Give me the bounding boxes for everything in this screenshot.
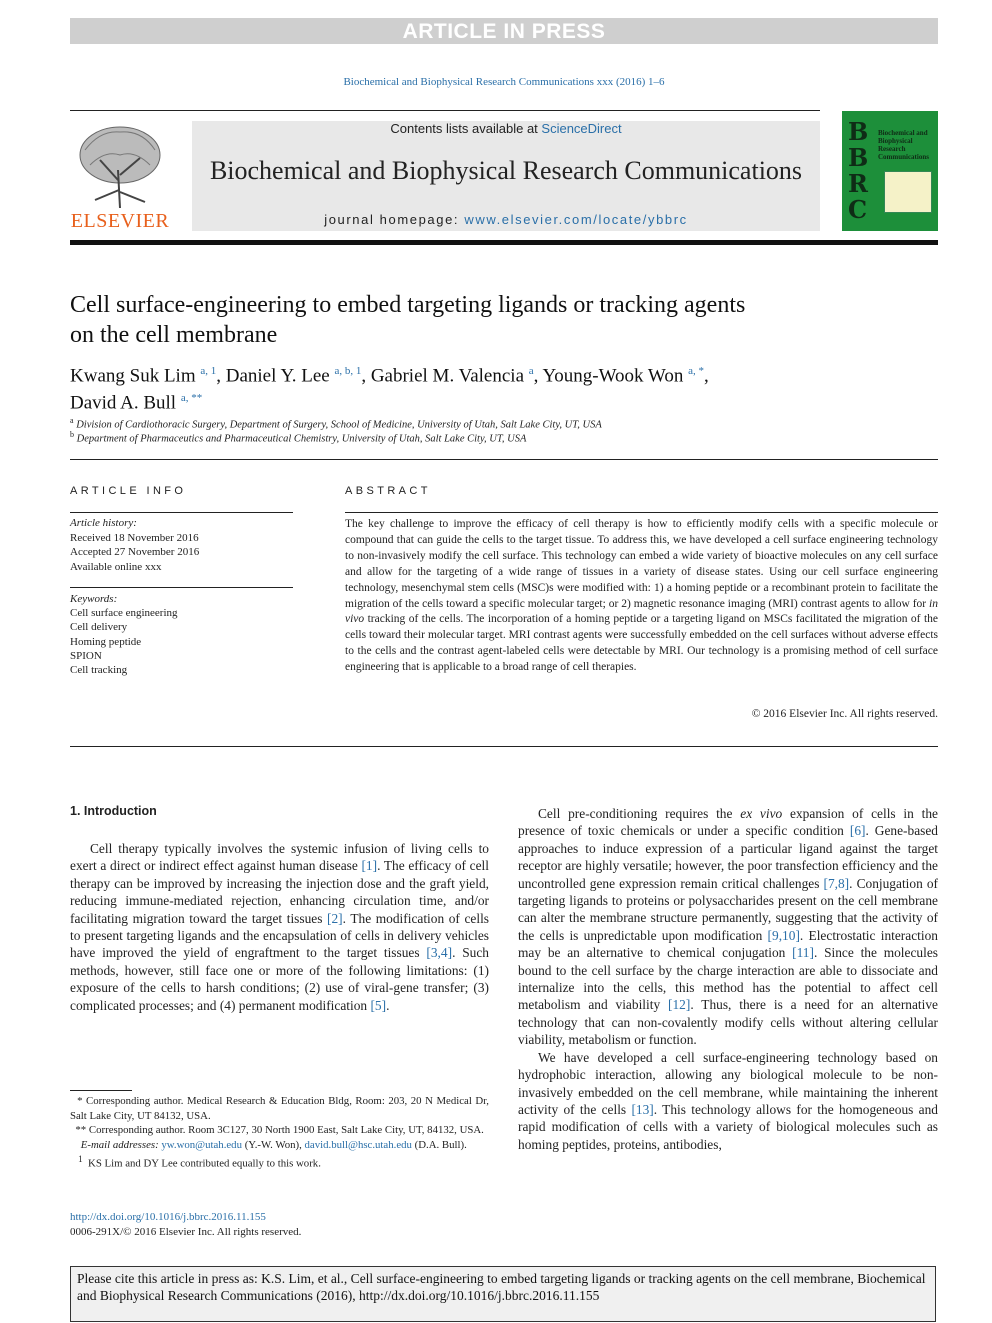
email-label: E-mail addresses: — [80, 1138, 159, 1151]
citation-link[interactable]: [3,4] — [426, 945, 453, 961]
author-name: Daniel Y. Lee — [225, 365, 330, 387]
author-affiliation-mark[interactable]: a — [528, 365, 534, 377]
footnote-rule — [70, 1090, 132, 1091]
intro-paragraph-3 — [518, 1049, 938, 1153]
section-rule — [70, 459, 938, 460]
elsevier-wordmark: ELSEVIER — [70, 210, 170, 232]
citation-link[interactable]: [7,8] — [823, 875, 850, 891]
abstract-rule — [345, 512, 938, 513]
footnote-text: KS Lim and DY Lee contributed equally to this work. — [88, 1157, 321, 1170]
text-run: We have developed a cell surface-engineering technology based on hydrophobic interaction, allowing any biological molecule to be non-invasively embedded on the cell membrane, while maintaining the inherent activity of the cells — [518, 1049, 938, 1117]
sciencedirect-link[interactable]: ScienceDirect — [541, 121, 622, 136]
citation-box: Please cite this article in press as: K.S. Lim, et al., Cell surface-engineering to embed targeting ligands or tracking agents on the cell membrane, Biochemical and Biophysical Research Communications (2016), http://dx.doi.org/10.1016/j.bbrc.2016.11.155 — [70, 1266, 936, 1322]
text-run: . This technology allows for the homogeneous and rapid modification of cells with a variety of biological molecules such as homing peptides, proteins, antibodies, — [518, 1101, 938, 1152]
article-info-rule — [70, 512, 293, 513]
footnote-mark: ** — [75, 1124, 87, 1136]
affiliation-text: Department of Pharmaceutics and Pharmaceutical Chemistry, University of Utah, Salt Lake City, UT, USA — [76, 433, 527, 445]
affiliation-mark: b — [70, 430, 74, 439]
author-name: David A. Bull — [70, 392, 177, 414]
keyword-item: Cell delivery — [70, 621, 128, 634]
journal-cover-image — [842, 111, 938, 231]
footnote-emails — [70, 1138, 489, 1153]
affiliation-a — [70, 416, 602, 431]
abstract-part: The key challenge to improve the efficacy of cell therapy is how to efficiently modify cells with a specific molecule or compound that can guide the cells to the target tissue. To address this, we have developed a cell surface engineering technology to non-invasively modify the cell surface. This technology can embed a wide variety of bioactive molecules on any cell surface and allow for the targeting of a wide range of tissues in a variety of disease states. Using our cell surface engineering technology, mesenchymal stem cells (MSC)s were modified with: 1) a homing peptide or a recombinant protein to facilitate the migration of the cells toward a specific molecular target; or 2) magnetic resonance imaging (MRI) contrast agents to allow for — [345, 518, 938, 610]
email-link[interactable]: yw.won@utah.edu — [161, 1138, 242, 1151]
email-owner: (Y.-W. Won), — [244, 1138, 302, 1151]
contents-prefix: Contents lists available at — [390, 121, 542, 136]
footnote-text: Corresponding author. Room 3C127, 30 North 1900 East, Salt Lake City, UT, 84132, USA. — [88, 1124, 484, 1136]
keyword-item: SPION — [70, 649, 102, 662]
keyword-item: Cell surface engineering — [70, 607, 178, 620]
abstract-italic: in vivo — [345, 597, 938, 626]
author-affiliation-mark[interactable]: a, 1 — [200, 365, 217, 377]
text-run: . The modification of cells to present targeting ligands and the encapsulation of cells in delivery vehicles have improved the yield of engraftment to the target tissues — [70, 910, 490, 961]
cover-title: Biochemical and Biophysical Research Communications — [878, 129, 929, 161]
citation-link[interactable]: [2] — [327, 910, 343, 926]
section-rule — [70, 746, 938, 747]
online-date: Available online xxx — [70, 560, 162, 573]
author-affiliation-mark[interactable]: a, * — [688, 365, 704, 377]
footnote-corresponding-2 — [70, 1123, 489, 1138]
keywords-rule — [70, 587, 293, 588]
header-top-rule — [70, 110, 820, 111]
tree-icon — [70, 120, 170, 210]
affiliation-mark: a — [70, 416, 74, 425]
text-run: Cell therapy typically involves the systemic infusion of living cells to exert a direct or indirect effect against human disease — [70, 841, 489, 874]
citation-link[interactable]: [13] — [631, 1101, 654, 1117]
article-in-press-banner: ARTICLE IN PRESS — [70, 18, 938, 44]
text-run: expansion of cells in the presence of toxic chemicals or under a specific condition — [518, 806, 938, 839]
text-run: . Electrostatic interaction may be an alternative to chemical conjugation — [518, 927, 938, 961]
author-name: Kwang Suk Lim — [70, 365, 196, 387]
footnotes — [70, 1094, 489, 1171]
journal-title: Biochemical and Biophysical Research Communications — [209, 156, 803, 185]
keyword-item: Cell tracking — [70, 664, 128, 677]
text-run: . Thus, there is a need for an alternative technology that can non-covalently modify cells without altering cellular viability, metabolism or function. — [518, 997, 938, 1048]
article-info-heading: ARTICLE INFO — [70, 485, 187, 497]
text-run: . — [386, 997, 390, 1013]
contents-line — [192, 121, 820, 136]
citation-link[interactable]: [5] — [370, 997, 387, 1013]
footnote-text: Corresponding author. Medical Research & Education Bldg, Room: 203, 20 N Medical Dr, Salt Lake City, UT 84132, USA. — [70, 1095, 490, 1122]
cover-letters: B B R C — [848, 117, 869, 224]
author-list: Kwang Suk Lim $^{a, 1}$, Daniel Y. Lee $^{a, b, 1}$, Gabriel M. Valencia $^a$, Young-Wook Won $^{a, *}$, David A. Bull $^{a, **}$ — [70, 365, 709, 414]
citation-link[interactable]: [11] — [792, 945, 814, 961]
author-name: Young-Wook Won — [542, 365, 684, 387]
homepage-prefix: journal homepage: — [324, 212, 465, 227]
author-affiliation-mark[interactable]: a, ** — [180, 392, 203, 405]
text-run: . Such methods, however, still face one or more of the following limitations: (1) exposure of the cells to harsh conditions; (2) use of viral-gene transfer; (3) complicated processes; and (4) permanent modification — [70, 945, 489, 1013]
abstract-text — [345, 517, 938, 676]
received-date: Received 18 November 2016 — [70, 531, 199, 544]
doi-link[interactable]: http://dx.doi.org/10.1016/j.bbrc.2016.11.155 — [70, 1211, 266, 1223]
citation-link[interactable]: [9,10] — [767, 927, 800, 943]
article-history — [70, 516, 293, 574]
email-link[interactable]: david.bull@hsc.utah.edu — [304, 1138, 412, 1151]
intro-paragraph-1 — [70, 840, 489, 1014]
keyword-item: Homing peptide — [70, 635, 142, 648]
footnote-mark: * — [77, 1095, 83, 1107]
history-label: Article history: — [70, 517, 137, 529]
article-title — [70, 290, 830, 350]
footnote-mark: 1 — [78, 1154, 83, 1164]
cover-figure — [884, 171, 932, 213]
title-line-2: on the cell membrane — [70, 322, 278, 348]
introduction-heading: 1. Introduction — [70, 804, 157, 818]
footnote-equal-contribution — [70, 1152, 489, 1171]
text-run: . Conjugation of targeting ligands to proteins or polysaccharides present on the cell membrane can alter the membrane structure permanently, suggesting that the activity of the cells is unpredictable upon modification — [518, 875, 938, 943]
header-thick-rule — [70, 240, 938, 245]
affiliation-text: Division of Cardiothoracic Surgery, Department of Surgery, School of Medicine, University of Utah, Salt Lake City, UT, USA — [76, 419, 602, 431]
journal-reference-link[interactable]: Biochemical and Biophysical Research Communications xxx (2016) 1–6 — [343, 76, 665, 88]
email-owner: (D.A. Bull). — [414, 1138, 467, 1151]
italic-run: ex vivo — [740, 806, 783, 821]
citation-link[interactable]: [1] — [361, 858, 378, 874]
title-line-1: Cell surface-engineering to embed targeting ligands or tracking agents — [70, 292, 746, 318]
abstract-part: tracking of the cells. The incorporation of a homing peptide or a targeting ligand on MSCs facilitated the migration of the cells toward their molecular target. MRI contrast agents were successfully embedded on the cell surfaces without adverse effects to the cells and the contrast agent-labeled cells were detectable by MRI. Our technology is a promising method of cell surface engineering that is applicable to a broad range of cell therapies. — [345, 613, 938, 674]
citation-link[interactable]: [12] — [668, 997, 691, 1013]
accepted-date: Accepted 27 November 2016 — [70, 546, 200, 558]
journal-homepage-line — [192, 212, 820, 227]
abstract-copyright: © 2016 Elsevier Inc. All rights reserved. — [751, 708, 938, 720]
right-column — [518, 805, 938, 1153]
text-run: Cell pre-conditioning requires the — [538, 806, 741, 821]
text-run: . The efficacy of cell therapy can be improved by increasing the injection dose and the graft yield, reducing immune-mediated rejection, enhancing circulation time, and/or facilitating migration toward the target tissues — [70, 858, 489, 926]
issn-line: 0006-291X/© 2016 Elsevier Inc. All rights reserved. — [70, 1226, 302, 1238]
homepage-link[interactable]: www.elsevier.com/locate/ybbrc — [464, 212, 688, 227]
citation-link[interactable]: [6] — [849, 823, 866, 839]
text-run: . Gene-based approaches to induce expression of a particular ligand against the target receptor are highly versatile; however, the poor transfection efficiency and the uncontrolled gene expression remain critical challenges — [518, 823, 939, 891]
abstract-heading: ABSTRACT — [345, 485, 431, 497]
keywords-block — [70, 592, 293, 677]
keywords-label: Keywords: — [70, 593, 118, 605]
affiliation-b — [70, 430, 526, 445]
intro-paragraph-2 — [518, 805, 938, 1049]
footnote-corresponding-1 — [70, 1094, 489, 1123]
author-affiliation-mark[interactable]: a, b, 1 — [334, 365, 362, 377]
text-run: . Since the molecules bound to the cell surface by the charge interaction are able to dissociate and internalize into the cells, this method has the potential to affect cell metabolism and viability — [518, 945, 938, 1013]
author-name: Gabriel M. Valencia — [370, 365, 525, 387]
